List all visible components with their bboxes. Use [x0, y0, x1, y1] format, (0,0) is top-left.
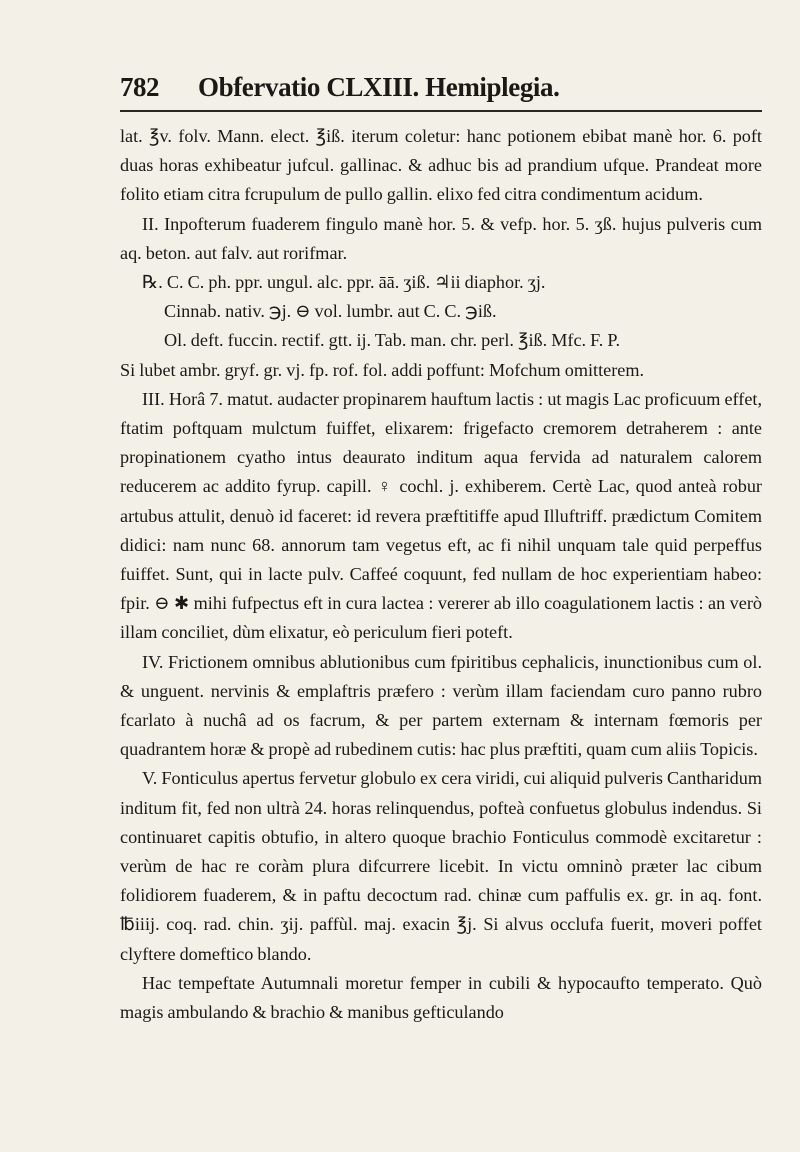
recipe-line-1: ℞. C. C. ph. ppr. ungul. alc. ppr. āā. ʒiß. ♃ii diaphor. ʒj.: [142, 272, 546, 293]
paragraph-recipe-note: Si lubet ambr. gryf. gr. vj. fp. rof. fol. addi poffunt: Mofchum omitterem.: [120, 359, 645, 380]
paragraph-section-2: II. Inpofterum fuaderem fingulo manè hor. 5. & vefp. hor. 5. ʒß. hujus pulveris cum aq. beton. aut falv. aut rorifmar.: [120, 213, 762, 263]
running-title: Obfervatio CLXIII. Hemiplegia.: [198, 72, 560, 102]
paragraph-continuation: lat. ℥v. folv. Mann. elect. ℥iß. iterum coletur: hanc potionem ebibat manè hor. 6. poft duas horas exhibeatur jufcul. gallinac. & adhuc bis ad prandium ufque. Prandeat more folito etiam citra fcrupulum de pullo gallin. elixo fed citra condimentum acidum.: [120, 126, 762, 205]
paragraph-closing: Hac tempeftate Autumnali moretur femper in cubili & hypocaufto temperato. Quò magis ambulando & brachio & manibus gefticulando: [120, 972, 762, 1023]
page-number: 782: [120, 72, 159, 102]
recipe-line-2: Cinnab. nativ. ℈j. ⊖ vol. lumbr. aut C. C. ℈iß.: [164, 301, 497, 322]
paragraph-section-3: III. Horâ 7. matut. audacter propinarem hauftum lactis : ut magis Lac proficuum effet, ftatim poftquam mulctum fuiffet, elixarem: frigefacto cremorem detraherem : ante propinationem cyatho intus deaurato inditum aqua fervida ad naturalem calorem reducerem ac addito fyrup. capill. ♀ cochl. j. exhiberem. Certè Lac, quod anteà robur artubus attulit, denuò id faceret: id revera præftitiffe apud Illuftriff. prædictum Comitem didici: nam nunc 68. annorum tam vegetus eft, ac fi nihil unquam tale quid perpeffus fuiffet. Sunt, qui in lacte pulv. Caffeé coquunt, fed nullam de hoc experientiam habeo: fpir. ⊖ ✱ mihi fufpectus eft in cura lactea : vererer ab illo coagulationem lactis : an verò illam conciliet, dùm elixatur, eò periculum fieri poteft.: [120, 388, 762, 643]
page-body: [120, 122, 762, 1027]
page-header: [120, 72, 762, 108]
paragraph-section-5: V. Fonticulus apertus fervetur globulo ex cera viridi, cui aliquid pulveris Cantharidum inditum fit, fed non ultrà 24. horas relinquendus, pofteà confuetus globulus indendus. Si continuaret capitis obtufio, in altero quoque brachio Fonticulus commodè excitaretur : verùm de hac re coràm plura difcurrere licebit. In victu omninò præter lac cibum folidiorem fuaderem, & in paftu decoctum rad. chinæ cum paffulis ex. gr. in aq. font. ℔iiij. coq. rad. chin. ʒij. paffùl. maj. exacin ℥j. Si alvus occlufa fuerit, moveri poffet clyftere domeftico blando.: [120, 768, 762, 964]
recipe-line-3: Ol. deft. fuccin. rectif. gtt. ij. Tab. man. chr. perl. ℥iß. Mfc. F. P.: [164, 330, 621, 351]
paragraph-section-4: IV. Frictionem omnibus ablutionibus cum fpiritibus cephalicis, inunctionibus cum ol. & unguent. nervinis & emplaftris præfero : verùm illam faciendam curo panno rubro fcarlato à nuchâ ad os facrum, & per partem externam & internam fœmoris per quadrantem horæ & propè ad rubedinem cutis: hac plus præftiti, quam cum aliis Topicis.: [120, 651, 762, 760]
header-rule: [120, 110, 762, 112]
